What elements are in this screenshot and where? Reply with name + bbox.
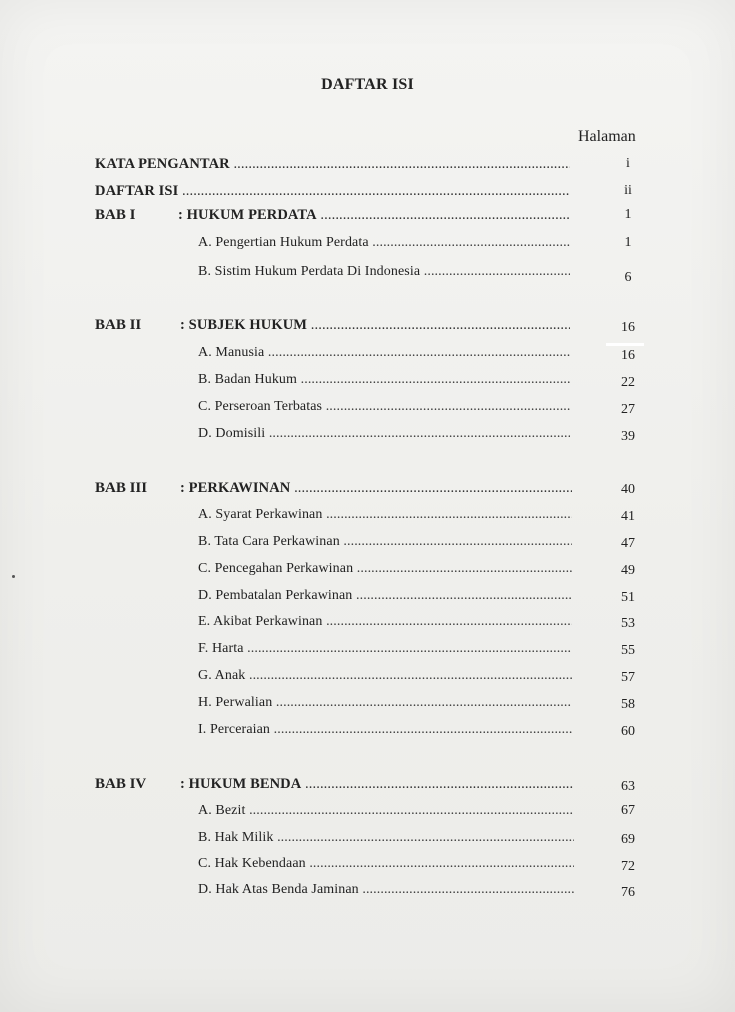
section-label: F. Harta ..... xyxy=(198,641,572,657)
chapter-number: BAB IV xyxy=(95,776,147,792)
section-row xyxy=(0,668,735,692)
section-page: 1 xyxy=(624,235,632,250)
section-page: 16 xyxy=(621,348,635,363)
chapter-title: : SUBJEK HUKUM ..... xyxy=(180,317,570,334)
section-row xyxy=(0,507,735,531)
chapter-row xyxy=(0,317,735,341)
section-row xyxy=(0,614,735,638)
section-label: H. Perwalian ..... xyxy=(198,695,572,711)
chapter-number: BAB I xyxy=(95,207,136,223)
chapter-row xyxy=(0,207,735,231)
section-label: B. Badan Hukum ..... xyxy=(198,372,570,388)
section-label: G. Anak ..... xyxy=(198,668,572,684)
section-row xyxy=(0,856,735,880)
section-page: 53 xyxy=(621,616,635,631)
section-label: A. Pengertian Hukum Perdata ..... xyxy=(198,235,570,251)
chapter-title: : PERKAWINAN ..... xyxy=(180,480,572,497)
toc-entry xyxy=(0,183,735,207)
chapter-number: BAB II xyxy=(95,317,142,333)
chapter-number: BAB III xyxy=(95,480,148,496)
chapter-page: 63 xyxy=(621,779,635,794)
chapter-row xyxy=(0,776,735,800)
section-label: A. Syarat Perkawinan ..... xyxy=(198,507,572,523)
section-label: C. Hak Kebendaan ..... xyxy=(198,856,574,872)
page-title: DAFTAR ISI xyxy=(321,76,414,93)
section-page: 39 xyxy=(621,429,635,444)
section-label: C. Pencegahan Perkawinan ..... xyxy=(198,561,572,577)
section-row xyxy=(0,264,735,288)
section-page: 47 xyxy=(621,536,635,551)
section-row xyxy=(0,588,735,612)
section-page: 72 xyxy=(621,859,635,874)
section-row xyxy=(0,399,735,423)
toc-entry-label: KATA PENGANTAR ..... xyxy=(95,156,570,173)
section-row xyxy=(0,882,735,906)
chapter-title: : HUKUM PERDATA ..... xyxy=(178,207,570,224)
section-label: C. Perseroan Terbatas ..... xyxy=(198,399,570,415)
section-row xyxy=(0,372,735,396)
chapter-title: : HUKUM BENDA ..... xyxy=(180,776,574,793)
page-column-header: Halaman xyxy=(578,128,636,145)
section-row xyxy=(0,803,735,827)
section-label: D. Domisili ..... xyxy=(198,426,570,442)
toc-entry-page: ii xyxy=(624,183,632,198)
section-label: B. Sistim Hukum Perdata Di Indonesia ..... xyxy=(198,264,570,280)
section-row xyxy=(0,426,735,450)
section-row xyxy=(0,345,735,369)
section-page: 22 xyxy=(621,375,635,390)
section-row xyxy=(0,534,735,558)
section-label: A. Bezit ..... xyxy=(198,803,574,819)
section-page: 55 xyxy=(621,643,635,658)
section-label: A. Manusia ..... xyxy=(198,345,570,361)
section-label: E. Akibat Perkawinan ..... xyxy=(198,614,572,630)
section-page: 27 xyxy=(621,402,635,417)
section-row xyxy=(0,695,735,719)
chapter-page: 16 xyxy=(621,320,635,335)
section-page: 6 xyxy=(624,270,632,285)
toc-entry xyxy=(0,156,735,180)
section-page: 41 xyxy=(621,509,635,524)
section-page: 49 xyxy=(621,563,635,578)
section-label: D. Hak Atas Benda Jaminan ..... xyxy=(198,882,574,898)
toc-entry-page: i xyxy=(626,156,630,171)
section-row xyxy=(0,561,735,585)
chapter-row xyxy=(0,480,735,504)
section-row xyxy=(0,641,735,665)
section-page: 57 xyxy=(621,670,635,685)
section-page: 67 xyxy=(621,803,635,818)
section-label: I. Perceraian ..... xyxy=(198,722,572,738)
chapter-page: 1 xyxy=(624,207,632,222)
section-row xyxy=(0,722,735,746)
section-page: 76 xyxy=(621,885,635,900)
section-page: 69 xyxy=(621,832,635,847)
section-row xyxy=(0,235,735,259)
section-label: D. Pembatalan Perkawinan ..... xyxy=(198,588,572,604)
section-row xyxy=(0,830,735,854)
section-page: 51 xyxy=(621,590,635,605)
toc-entry-label: DAFTAR ISI ..... xyxy=(95,183,570,200)
section-page: 58 xyxy=(621,697,635,712)
chapter-page: 40 xyxy=(621,482,635,497)
section-label: B. Hak Milik ..... xyxy=(198,830,574,846)
section-label: B. Tata Cara Perkawinan ..... xyxy=(198,534,572,550)
section-page: 60 xyxy=(621,724,635,739)
